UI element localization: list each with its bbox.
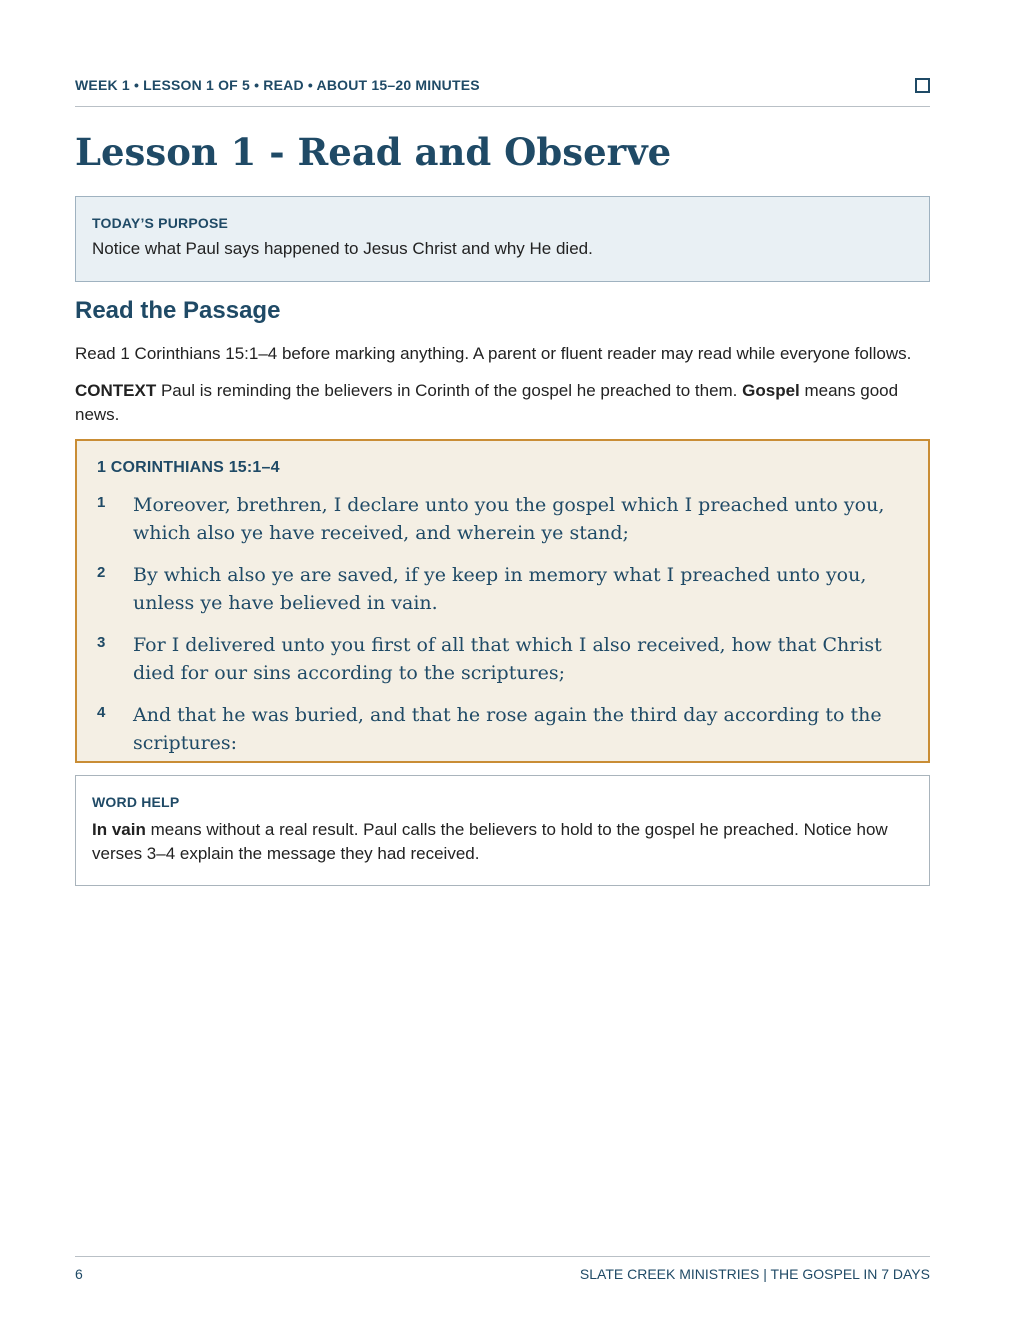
checkbox-icon[interactable] <box>915 78 930 93</box>
context-text <box>75 379 930 427</box>
purpose-label: TODAY’S PURPOSE <box>92 215 229 231</box>
verse-text: Moreover, brethren, I declare unto you the gospel which I preached unto you, which also ye have received, and wherein ye stand; <box>133 494 885 544</box>
page-footer <box>75 1256 930 1287</box>
verse-text: For I delivered unto you first of all that which I also received, how that Christ died for our sins according to the scriptures; <box>133 634 882 684</box>
verse <box>97 631 908 687</box>
word-help-label: WORD HELP <box>92 794 180 810</box>
page-number: 6 <box>75 1266 83 1282</box>
page-title: Lesson 1 - Read and Observe <box>75 130 672 174</box>
context-term: Gospel <box>742 381 800 400</box>
word-help-box <box>75 775 930 886</box>
context-text-2: means good news. <box>75 381 899 424</box>
verse-text: And that he was buried, and that he rose again the third day according to the scriptures: <box>133 704 882 754</box>
verse-number: 1 <box>97 494 106 511</box>
footer-publication: SLATE CREEK MINISTRIES | THE GOSPEL IN 7 DAYS <box>579 1266 930 1282</box>
context-label: CONTEXT <box>75 381 157 400</box>
verse-number: 3 <box>97 634 106 651</box>
verse <box>97 491 908 547</box>
verse-number: 4 <box>97 704 106 721</box>
word-help-term: In vain <box>92 820 146 839</box>
purpose-box <box>75 196 930 282</box>
word-help-text <box>92 818 913 866</box>
scripture-box <box>75 439 930 763</box>
verse <box>97 701 908 757</box>
verse-text: By which also ye are saved, if ye keep in memory what I preached unto you, unless ye have believed in vain. <box>133 564 867 614</box>
page-header <box>75 76 930 107</box>
word-help-definition: means without a real result. Paul calls the believers to hold to the gospel he preached. Notice how verses 3–4 explain the message they had received. <box>92 820 888 863</box>
context-text-1: Paul is reminding the believers in Corinth of the gospel he preached to them. <box>156 381 743 400</box>
verse-number: 2 <box>97 564 106 581</box>
intro-text: Read 1 Corinthians 15:1–4 before marking anything. A parent or fluent reader may read while everyone follows. <box>75 344 912 363</box>
verse <box>97 561 908 617</box>
scripture-reference: 1 CORINTHIANS 15:1–4 <box>97 459 280 476</box>
lesson-breadcrumb: WEEK 1 • LESSON 1 OF 5 • READ • ABOUT 15–20 MINUTES <box>75 77 480 93</box>
section-heading: Read the Passage <box>75 297 281 324</box>
purpose-text: Notice what Paul says happened to Jesus Christ and why He died. <box>92 239 593 258</box>
